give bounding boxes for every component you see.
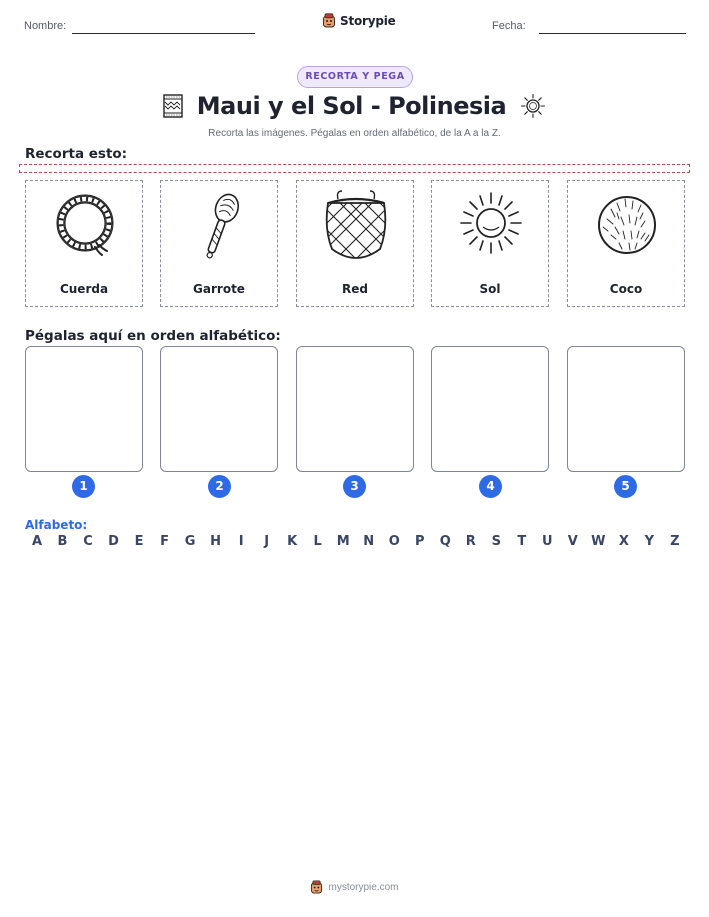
alphabet-letter: A <box>31 534 43 549</box>
alphabet-letter: J <box>264 534 270 549</box>
alphabet-letter: K <box>287 534 298 549</box>
alphabet-letter: O <box>388 534 400 549</box>
title-row <box>0 92 709 120</box>
activity-badge: RECORTA Y PEGA <box>297 66 413 88</box>
alphabet-letter: T <box>517 534 527 549</box>
mascot-logo-icon <box>322 13 336 29</box>
footer <box>0 880 709 895</box>
alphabet-letter: G <box>184 534 196 549</box>
card-label: Sol <box>479 282 501 296</box>
slot-number-3: 3 <box>343 475 366 498</box>
alphabet-letter: M <box>336 534 350 549</box>
alphabet-letter: H <box>210 534 222 549</box>
slot-number-5: 5 <box>614 475 637 498</box>
alphabet-letter: P <box>414 534 425 549</box>
mascot-logo-icon <box>310 880 323 895</box>
coconut-icon <box>587 189 667 265</box>
cut-line <box>19 164 690 173</box>
sun-icon <box>451 189 531 265</box>
paste-section-heading: Pégalas aquí en orden alfabético: <box>25 328 281 344</box>
date-line <box>539 33 686 34</box>
card-label: Coco <box>609 282 643 296</box>
alphabet-letter: W <box>591 534 606 549</box>
cut-card-garrote[interactable] <box>160 180 278 307</box>
slot-number-2: 2 <box>208 475 231 498</box>
cut-card-coco[interactable] <box>567 180 685 307</box>
alphabet-letter: S <box>491 534 501 549</box>
footer-link[interactable]: mystorypie.com <box>328 882 399 893</box>
card-label: Red <box>342 282 368 296</box>
alphabet-letter: V <box>567 534 578 549</box>
alphabet-letter: Z <box>670 534 680 549</box>
cut-card-cuerda[interactable] <box>25 180 143 307</box>
cut-card-sol[interactable] <box>431 180 549 307</box>
alphabet-heading: Alfabeto: <box>25 518 88 532</box>
paste-slot-1[interactable] <box>25 346 143 472</box>
alphabet-letter: L <box>313 534 322 549</box>
net-icon <box>316 189 396 265</box>
alphabet-row <box>29 534 683 549</box>
tapa-pattern-icon <box>163 94 183 118</box>
alphabet-letter: E <box>134 534 144 549</box>
paste-slot-5[interactable] <box>567 346 685 472</box>
cut-section-heading: Recorta esto: <box>25 146 128 162</box>
alphabet-letter: R <box>465 534 476 549</box>
alphabet-letter: D <box>108 534 119 549</box>
alphabet-letter: N <box>363 534 375 549</box>
page-title: Maui y el Sol - Polinesia <box>196 92 507 120</box>
name-line <box>72 33 255 34</box>
paste-slot-3[interactable] <box>296 346 414 472</box>
alphabet-letter: X <box>618 534 629 549</box>
alphabet-letter: I <box>238 534 244 549</box>
sun-icon <box>520 93 546 119</box>
club-icon <box>180 189 260 265</box>
alphabet-letter: C <box>83 534 93 549</box>
name-label: Nombre: <box>24 20 67 32</box>
alphabet-letter: Y <box>644 534 655 549</box>
card-label: Cuerda <box>59 282 109 296</box>
brand-logo <box>322 13 396 29</box>
instructions: Recorta las imágenes. Pégalas en orden alfabético, de la A a la Z. <box>208 128 501 139</box>
alphabet-letter: B <box>57 534 68 549</box>
slot-number-1: 1 <box>72 475 95 498</box>
alphabet-letter: F <box>160 534 170 549</box>
alphabet-letter: Q <box>439 534 451 549</box>
alphabet-letter: U <box>542 534 553 549</box>
date-label: Fecha: <box>492 20 526 32</box>
cut-card-red[interactable] <box>296 180 414 307</box>
brand-name: Storypie <box>340 14 396 28</box>
card-label: Garrote <box>193 282 245 296</box>
paste-slot-4[interactable] <box>431 346 549 472</box>
slot-number-4: 4 <box>479 475 502 498</box>
paste-slot-2[interactable] <box>160 346 278 472</box>
rope-icon <box>45 189 125 265</box>
